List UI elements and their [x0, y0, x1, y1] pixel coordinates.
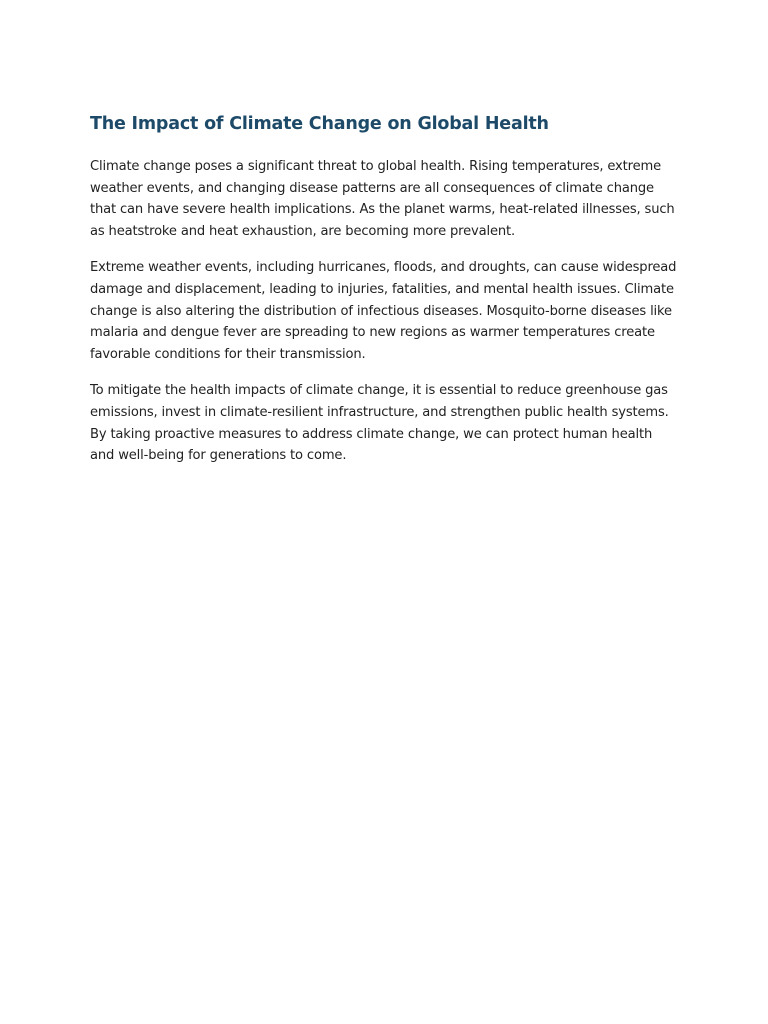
paragraph-extreme-weather: Extreme weather events, including hurricanes, floods, and droughts, can cause widespread damage and displacement, leading to injuries, fatalities, and mental health issues. Climate change is also altering the distribution of infectious diseases. Mosquito-borne diseases like malaria and dengue fever are spreading to new regions as warmer temperatures create favorable conditions for their transmission.	[90, 260, 677, 362]
paragraph-intro: Climate change poses a significant threat to global health. Rising temperatures, extreme weather events, and changing disease patterns are all consequences of climate change that can have severe health implications. As the planet warms, heat-related illnesses, such as heatstroke and heat exhaustion, are becoming more prevalent.	[90, 159, 675, 239]
article-title: The Impact of Climate Change on Global Health	[90, 114, 549, 134]
paragraph-mitigation: To mitigate the health impacts of climate change, it is essential to reduce greenhouse gas emissions, invest in climate-resilient infrastructure, and strengthen public health systems. By taking proactive measures to address climate change, we can protect human health and well-being for generations to come.	[90, 383, 669, 464]
